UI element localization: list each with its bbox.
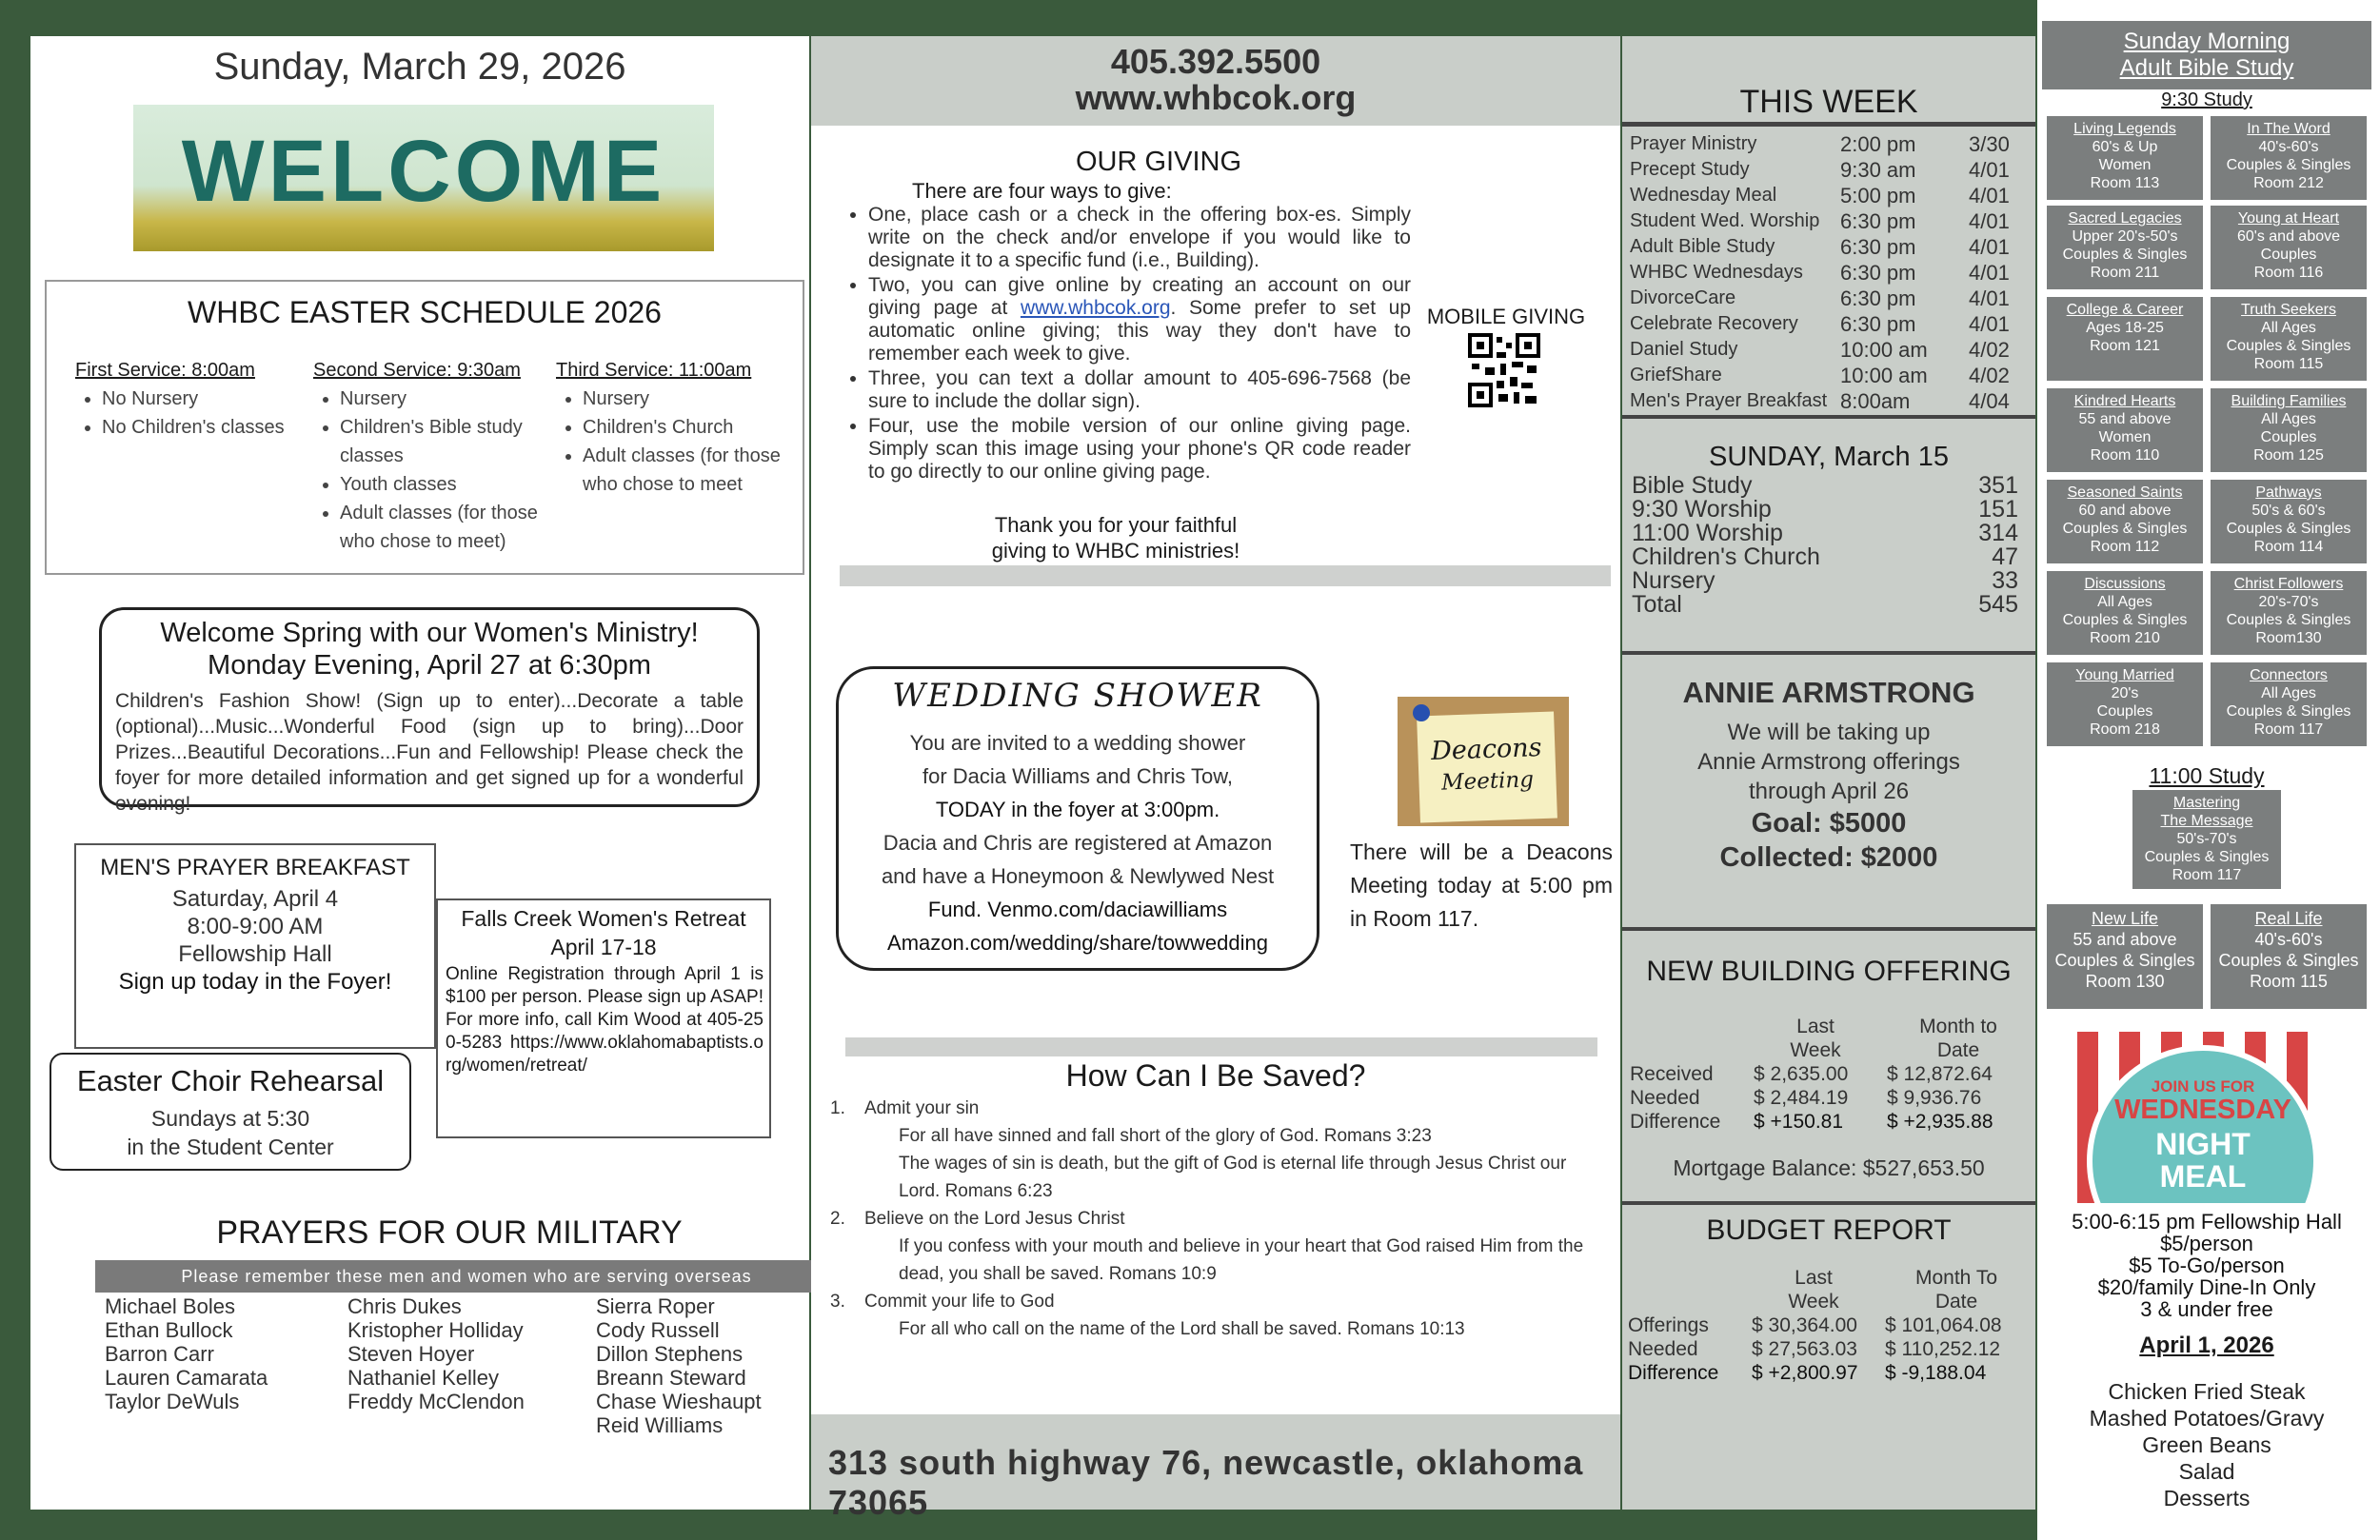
- wedding-line: for Dacia Williams and Chris Tow,: [922, 764, 1234, 788]
- tile-line: All Ages: [2261, 685, 2316, 701]
- easter-item: • Nursery: [340, 385, 551, 413]
- church-address: 313 south highway 76, newcastle, oklahoma 73065: [828, 1443, 1584, 1522]
- annie-line: through April 26: [1748, 779, 1910, 804]
- tile-name: Discussions: [2084, 576, 2166, 592]
- easter-item: • No Children's classes: [102, 413, 304, 442]
- menu-item: Mashed Potatoes/Gravy: [2089, 1406, 2325, 1431]
- giving-thanks: [897, 512, 1335, 563]
- wedding-line: Fund. Venmo.com/daciawilliams: [927, 898, 1228, 921]
- meal-line: $20/family Dine-In Only: [2097, 1275, 2316, 1299]
- tile-name: Pathways: [2255, 484, 2322, 501]
- tile-line: 40's-60's: [2254, 930, 2323, 949]
- tile-line: Women: [2098, 429, 2152, 445]
- divider: [1622, 651, 2035, 655]
- easter-item: • Children's Bible study classes: [340, 413, 551, 470]
- wedding-line: Dacia and Chris are registered at Amazon: [883, 831, 1273, 855]
- thisweek-row: Men's Prayer Breakfast 8:00am 4/04: [1630, 389, 2010, 413]
- divider: [845, 1037, 1597, 1056]
- building-row: Difference $ +150.81 $ +2,935.88: [1630, 1111, 1993, 1133]
- adult-bible-study-panel: [2037, 0, 2380, 1540]
- wedding-shower: [836, 666, 1319, 971]
- tile-line: Room 113: [2090, 175, 2160, 191]
- easter-col-2: [313, 356, 551, 556]
- building-header-row: Last Month to: [1796, 1016, 1997, 1037]
- tile-line: Couples & Singles: [2218, 951, 2359, 970]
- saved-verse: For all have sinned and fall short of the glory of God. Romans 3:23: [899, 1126, 1432, 1146]
- wedding-line: TODAY in the foyer at 3:00pm.: [935, 798, 1220, 821]
- tile-line: All Ages: [2261, 320, 2316, 336]
- choir-line: in the Student Center: [127, 1135, 334, 1159]
- class-tile[interactable]: [2211, 206, 2367, 289]
- annie-details: [1622, 718, 2035, 875]
- divider: [840, 565, 1611, 586]
- budget-row: Offerings $ 30,364.00 $ 101,064.08: [1628, 1314, 2002, 1336]
- thisweek-row: Daniel Study 10:00 am 4/02: [1630, 338, 2010, 362]
- middle-panel: [811, 36, 1620, 1522]
- mens-breakfast: [74, 843, 436, 1049]
- abs-title: Adult Bible Study: [2119, 55, 2294, 81]
- divider: [1622, 927, 2035, 931]
- class-tile[interactable]: [2047, 571, 2203, 655]
- tile-line: 55 and above: [2078, 411, 2172, 427]
- annie-line: We will be taking up: [1727, 720, 1931, 745]
- welcome-text: WELCOME: [181, 123, 666, 220]
- military-name: Dillon Stephens: [596, 1342, 744, 1366]
- tile-line: 60's & Up: [2092, 139, 2158, 155]
- wedding-title: WEDDING SHOWER: [892, 677, 1263, 715]
- tile-name: College & Career: [2066, 302, 2184, 318]
- saved-steps: [830, 1095, 1592, 1343]
- annie-line: Annie Armstrong offerings: [1697, 749, 1960, 775]
- tile-line: 50's-70's: [2176, 831, 2237, 847]
- mens-line: Fellowship Hall: [178, 941, 332, 967]
- easter-title: WHBC EASTER SCHEDULE 2026: [188, 295, 662, 329]
- saved-step-head: Commit your life to God: [864, 1292, 1055, 1312]
- saved-step: 3. Commit your life to God: [830, 1292, 1055, 1312]
- tile-line: 50's & 60's: [2251, 503, 2326, 519]
- giving-link[interactable]: www.whbcok.org: [1020, 297, 1171, 319]
- thisweek-row: Prayer Ministry 2:00 pm 3/30: [1630, 132, 2010, 156]
- tile-line: Room 115: [2250, 972, 2328, 991]
- menu-item: Green Beans: [2142, 1432, 2271, 1457]
- tile-name: Seasoned Saints: [2067, 484, 2183, 501]
- wedding-line: You are invited to a wedding shower: [909, 731, 1246, 755]
- falls-dates: April 17-18: [550, 935, 657, 959]
- womens-title-2: Monday Evening, April 27 at 6:30pm: [208, 650, 651, 681]
- meal-wednesday: WEDNESDAY: [2114, 1095, 2291, 1125]
- class-tile[interactable]: [2211, 116, 2367, 200]
- tile-line: Room 115: [2253, 356, 2324, 372]
- sunday-table: [1632, 474, 2018, 617]
- saved-verse: If you confess with your mouth and believe in your heart that God raised Him from the dead, you shall be saved. Romans 10:9: [899, 1236, 1584, 1284]
- mortgage-balance: Mortgage Balance: $527,653.50: [1673, 1155, 1985, 1180]
- easter-col-1: [75, 356, 304, 442]
- menu-item: Salad: [2178, 1459, 2235, 1484]
- tile-line: 20's: [2111, 685, 2139, 701]
- deacons-text: There will be a Deacons Meeting today at 5:00 pm in Room 117.: [1350, 839, 1613, 931]
- easter-item: • Youth classes: [340, 470, 551, 499]
- womens-body: Children's Fashion Show! (Sign up to enter)...Decorate a table (optional)...Music...Wonderful Food (sign up to bring)...Door Prizes...Beautiful Decorations...Fun and Fellowship! Please check the foyer for more detailed information and get signed up for a wonderful evening!: [115, 690, 744, 815]
- tile-line: All Ages: [2261, 411, 2316, 427]
- divider: [1622, 1201, 2035, 1205]
- easter-col-1-heading: First Service: 8:00am: [75, 360, 255, 381]
- easter-item: • Nursery: [583, 385, 794, 413]
- choir-details: [51, 1104, 409, 1161]
- study-1100-label: 11:00 Study: [2149, 763, 2265, 788]
- womens-ministry: [99, 607, 760, 815]
- sunday-row: 11:00 Worship 314: [1632, 520, 2018, 546]
- tile-name: Living Legends: [2073, 121, 2176, 137]
- left-panel: [30, 36, 809, 1510]
- military-banner: Please remember these men and women who are serving overseas: [95, 1260, 838, 1293]
- wedding-line: and have a Honeymoon & Newlywed Nest: [881, 864, 1275, 888]
- tile-line: Room 117: [2172, 867, 2242, 883]
- tile-line: Ages 18-25: [2086, 320, 2164, 336]
- bulletin-date: Sunday, March 29, 2026: [213, 46, 626, 88]
- thisweek-row: WHBC Wednesdays 6:30 pm 4/01: [1630, 261, 2010, 285]
- class-tile[interactable]: [2047, 388, 2203, 472]
- budget-table: [1628, 1266, 2028, 1385]
- tile-line: Room 110: [2090, 447, 2160, 464]
- mens-line: Saturday, April 4: [171, 886, 339, 912]
- annie-title: ANNIE ARMSTRONG: [1682, 676, 1975, 709]
- budget-header-row: Last Month To: [1795, 1267, 1997, 1289]
- tile-line: Couples: [2096, 703, 2153, 720]
- tile-name: Connectors: [2250, 667, 2328, 683]
- saved-step: 1. Admit your sin: [830, 1098, 980, 1118]
- thisweek-row: DivorceCare 6:30 pm 4/01: [1630, 286, 2010, 310]
- thisweek-title: THIS WEEK: [1739, 84, 1918, 120]
- budget-row: Difference $ +2,800.97 $ -9,188.04: [1628, 1362, 1987, 1384]
- menu-item: Desserts: [2163, 1486, 2251, 1510]
- giving-way-3: • Three, you can text a dollar amount to 405-696-7568 (be sure to include the dollar sign).: [868, 367, 1411, 413]
- tile-line: Room 218: [2090, 721, 2160, 738]
- military-name: Ethan Bullock: [105, 1318, 233, 1342]
- giving-list: [830, 204, 1411, 484]
- thisweek-row: GriefShare 10:00 am 4/02: [1630, 364, 2010, 387]
- mens-title: MEN'S PRAYER BREAKFAST: [100, 855, 410, 880]
- budget-header-row: Week Date: [1788, 1291, 1978, 1313]
- military-name: Taylor DeWuls: [105, 1390, 240, 1413]
- sunday-row: Nursery 33: [1632, 567, 2018, 594]
- giving-way-2-b: . Some prefer to set up automatic online giving; this way they don't have to remember each week to give.: [868, 297, 1411, 365]
- budget-title: BUDGET REPORT: [1706, 1214, 1952, 1246]
- saved-step-head: Believe on the Lord Jesus Christ: [864, 1209, 1125, 1229]
- easter-schedule: [45, 280, 804, 575]
- giving-thanks-line: Thank you for your faithful: [994, 513, 1238, 537]
- church-phone: 405.392.5500: [1110, 42, 1321, 81]
- military-name: Michael Boles: [105, 1294, 235, 1318]
- class-tile[interactable]: [2047, 206, 2203, 289]
- tile-line: Couples & Singles: [2226, 703, 2351, 720]
- thisweek-table: [1630, 131, 2026, 414]
- tile-line: Room 112: [2090, 539, 2160, 555]
- meal-graphic: [2077, 1032, 2329, 1203]
- class-tile[interactable]: [2047, 480, 2203, 563]
- tile-line: Couples & Singles: [2144, 849, 2270, 865]
- class-tile[interactable]: [2047, 116, 2203, 200]
- tile-line: Room 210: [2090, 630, 2160, 646]
- sunday-title: SUNDAY, March 15: [1709, 442, 1949, 472]
- tile-name: Mastering: [2172, 795, 2241, 811]
- giving-intro: There are four ways to give:: [912, 179, 1172, 203]
- falls-body: Online Registration through April 1 is $100 per person. Please sign up ASAP! For more info, call Kim Wood at 405-250-5283 https://www.oklahomabaptists.org/women/retreat/: [446, 964, 764, 1076]
- easter-item: • Adult classes (for those who chose to meet): [340, 499, 551, 556]
- study-930-label: 9:30 Study: [2161, 89, 2252, 110]
- easter-item: • Adult classes (for those who chose to meet: [583, 442, 794, 499]
- military-name: Breann Steward: [596, 1366, 746, 1390]
- tile-name: Christ Followers: [2233, 576, 2344, 592]
- tile-line: Couples & Singles: [2226, 612, 2351, 628]
- meal-line: 3 & under free: [2140, 1297, 2273, 1321]
- saved-verse: The wages of sin is death, but the gift of God is eternal life through Jesus Christ our Lord. Romans 6:23: [899, 1154, 1567, 1201]
- sunday-row: Children's Church 47: [1632, 543, 2018, 570]
- thisweek-row: Precept Study 9:30 am 4/01: [1630, 158, 2010, 182]
- tile-name: Building Families: [2231, 393, 2347, 409]
- tile-line: Couples & Singles: [2226, 521, 2351, 537]
- deacons-note-text: Meeting: [1440, 767, 1535, 796]
- easter-item: • Children's Church: [583, 413, 794, 442]
- easter-choir: [50, 1053, 411, 1171]
- easter-col-3: [556, 356, 794, 499]
- tile-line: Couples & Singles: [2062, 612, 2188, 628]
- meal-line: $5/person: [2160, 1232, 2253, 1255]
- mens-details: [76, 885, 434, 996]
- tile-name: Real Life: [2254, 909, 2323, 928]
- tile-line: Couples & Singles: [2062, 247, 2188, 263]
- easter-item: • No Nursery: [102, 385, 304, 413]
- qr-code-icon[interactable]: [1468, 333, 1540, 407]
- tile-line: Upper 20's-50's: [2072, 228, 2178, 245]
- tile-name: Kindred Hearts: [2073, 393, 2176, 409]
- abs-title: Sunday Morning: [2123, 29, 2291, 54]
- meal-menu: [2037, 1378, 2376, 1511]
- meal-night: NIGHT: [2155, 1127, 2251, 1161]
- menu-item: Chicken Fried Steak: [2108, 1379, 2306, 1404]
- meal-line: $5 To-Go/person: [2129, 1254, 2285, 1277]
- annie-collected: Collected: $2000: [1719, 842, 1938, 873]
- tile-line: All Ages: [2097, 594, 2152, 610]
- tile-line: Room 121: [2090, 338, 2160, 354]
- choir-title: Easter Choir Rehearsal: [76, 1064, 385, 1097]
- abs-header: [2042, 21, 2371, 89]
- wedding-line: Amazon.com/wedding/share/towwedding: [887, 931, 1268, 955]
- meal-line: 5:00-6:15 pm Fellowship Hall: [2072, 1210, 2342, 1234]
- deacons-note-text: Deacons: [1430, 732, 1543, 767]
- stats-panel: [1622, 36, 2035, 1510]
- military-name: Lauren Camarata: [105, 1366, 268, 1390]
- tile-line: Room 125: [2253, 447, 2324, 464]
- tile-name: New Life: [2091, 909, 2159, 928]
- tile-line: Couples & Singles: [2062, 521, 2188, 537]
- class-tile[interactable]: [2211, 297, 2367, 381]
- tile-line: Couples: [2260, 429, 2317, 445]
- class-tile[interactable]: [2211, 571, 2367, 655]
- class-tile-new-life[interactable]: [2047, 904, 2203, 1009]
- meal-word: MEAL: [2159, 1159, 2247, 1194]
- tile-name: The Message: [2160, 813, 2253, 829]
- tile-line: Women: [2098, 157, 2152, 173]
- building-table: [1630, 1015, 2030, 1134]
- class-tile[interactable]: [2211, 388, 2367, 472]
- tile-line: Room 117: [2253, 721, 2324, 738]
- giving-way-4: • Four, use the mobile version of our online giving page. Simply scan this image using your phone's QR code reader to go directly to our online giving page.: [868, 415, 1411, 484]
- tile-line: Couples & Singles: [2226, 338, 2351, 354]
- giving-title: OUR GIVING: [1075, 147, 1241, 177]
- meal-join: JOIN US FOR: [2151, 1077, 2255, 1096]
- class-tile-mastering[interactable]: [2132, 790, 2281, 889]
- welcome-banner: [133, 105, 714, 251]
- building-row: Received $ 2,635.00 $ 12,872.64: [1630, 1063, 1993, 1085]
- class-tile[interactable]: [2211, 480, 2367, 563]
- deacons-note: [1417, 712, 1557, 823]
- choir-line: Sundays at 5:30: [150, 1106, 310, 1131]
- giving-way-2-a: Two, you can give online by creating an account on our giving page at: [868, 274, 1411, 319]
- meal-date: April 1, 2026: [2139, 1333, 2274, 1358]
- building-header-row: Week Date: [1790, 1039, 1980, 1061]
- womens-title-1: Welcome Spring with our Women's Ministry!: [160, 618, 699, 648]
- address-footer: [811, 1414, 1620, 1522]
- pushpin-icon: [1413, 704, 1430, 721]
- deacons-board: [1398, 697, 1569, 826]
- tile-line: Couples: [2260, 247, 2317, 263]
- tile-name: Sacred Legacies: [2068, 210, 2182, 227]
- military-name: Nathaniel Kelley: [347, 1366, 499, 1390]
- thisweek-row: Adult Bible Study 6:30 pm 4/01: [1630, 235, 2010, 259]
- mens-line: 8:00-9:00 AM: [187, 914, 324, 939]
- tile-line: 20's-70's: [2258, 594, 2319, 610]
- military-name: Kristopher Holliday: [347, 1318, 524, 1342]
- building-row: Needed $ 2,484.19 $ 9,936.76: [1630, 1087, 1982, 1109]
- military-title: PRAYERS FOR OUR MILITARY: [216, 1214, 683, 1251]
- class-tile[interactable]: [2211, 662, 2367, 746]
- divider: [1622, 415, 2035, 419]
- class-tile[interactable]: [2047, 297, 2203, 381]
- building-title: NEW BUILDING OFFERING: [1646, 956, 2012, 987]
- thisweek-row: Student Wed. Worship 6:30 pm 4/01: [1630, 209, 2010, 233]
- military-name: Freddy McClendon: [347, 1390, 525, 1413]
- tile-line: Couples & Singles: [2054, 951, 2195, 970]
- saved-title: How Can I Be Saved?: [1065, 1058, 1366, 1093]
- saved-verse: For all who call on the name of the Lord shall be saved. Romans 10:13: [899, 1319, 1465, 1339]
- military-col-1: [105, 1294, 333, 1413]
- tile-line: Room 114: [2253, 539, 2324, 555]
- military-name: Chase Wieshaupt: [596, 1390, 762, 1413]
- annie-goal: Goal: $5000: [1751, 808, 1907, 839]
- military-name: Barron Carr: [105, 1342, 214, 1366]
- military-name: Cody Russell: [596, 1318, 720, 1342]
- sunday-row: Total 545: [1632, 591, 2018, 618]
- wedding-details: [839, 726, 1317, 959]
- tile-line: Couples & Singles: [2226, 157, 2351, 173]
- easter-col-3-heading: Third Service: 11:00am: [556, 360, 752, 381]
- tile-name: Young Married: [2075, 667, 2174, 683]
- class-tile[interactable]: [2047, 662, 2203, 746]
- falls-title: Falls Creek Women's Retreat: [461, 906, 746, 931]
- military-name: Chris Dukes: [347, 1294, 462, 1318]
- contact-header: [811, 36, 1620, 126]
- tile-line: 55 and above: [2073, 930, 2177, 949]
- tile-line: 40's-60's: [2258, 139, 2319, 155]
- falls-creek-retreat: [436, 898, 771, 1138]
- sunday-row: Bible Study 351: [1632, 472, 2018, 499]
- class-tile-real-life[interactable]: [2211, 904, 2367, 1009]
- military-col-2: [347, 1294, 595, 1413]
- tile-line: Room 212: [2253, 175, 2324, 191]
- meal-details: [2037, 1211, 2376, 1320]
- tile-line: 60's and above: [2236, 228, 2341, 245]
- giving-way-2: [868, 274, 1411, 365]
- tile-line: Room 130: [2085, 972, 2165, 991]
- budget-row: Needed $ 27,563.03 $ 110,252.12: [1628, 1338, 2001, 1360]
- mobile-giving-label: MOBILE GIVING: [1426, 305, 1586, 328]
- military-name: Reid Williams: [596, 1413, 724, 1437]
- tile-name: Truth Seekers: [2241, 302, 2336, 318]
- tile-name: Young at Heart: [2237, 210, 2340, 227]
- mens-line: Sign up today in the Foyer!: [118, 969, 392, 995]
- giving-way-1: • One, place cash or a check in the offering box-es. Simply write on the check and/or envelope if you would like to designate it to a specific fund (i.e., Building).: [868, 204, 1411, 272]
- tile-name: In The Word: [2247, 121, 2330, 137]
- tile-line: Room 211: [2090, 265, 2160, 281]
- thisweek-row: Celebrate Recovery 6:30 pm 4/01: [1630, 312, 2010, 336]
- tile-line: 60 and above: [2078, 503, 2172, 519]
- divider: [1622, 122, 2035, 127]
- easter-col-2-heading: Second Service: 9:30am: [313, 360, 521, 381]
- saved-step: 2. Believe on the Lord Jesus Christ: [830, 1209, 1125, 1229]
- tile-line: Room130: [2255, 630, 2322, 646]
- military-name: Steven Hoyer: [347, 1342, 475, 1366]
- sunday-row: 9:30 Worship 151: [1632, 496, 2018, 523]
- saved-step-head: Admit your sin: [864, 1098, 980, 1118]
- thisweek-row: Wednesday Meal 5:00 pm 4/01: [1630, 184, 2010, 207]
- military-name: Sierra Roper: [596, 1294, 715, 1318]
- military-col-3: [596, 1294, 824, 1437]
- church-website: www.whbcok.org: [1075, 78, 1357, 117]
- giving-thanks-line: giving to WHBC ministries!: [991, 539, 1240, 563]
- tile-line: Room 116: [2253, 265, 2324, 281]
